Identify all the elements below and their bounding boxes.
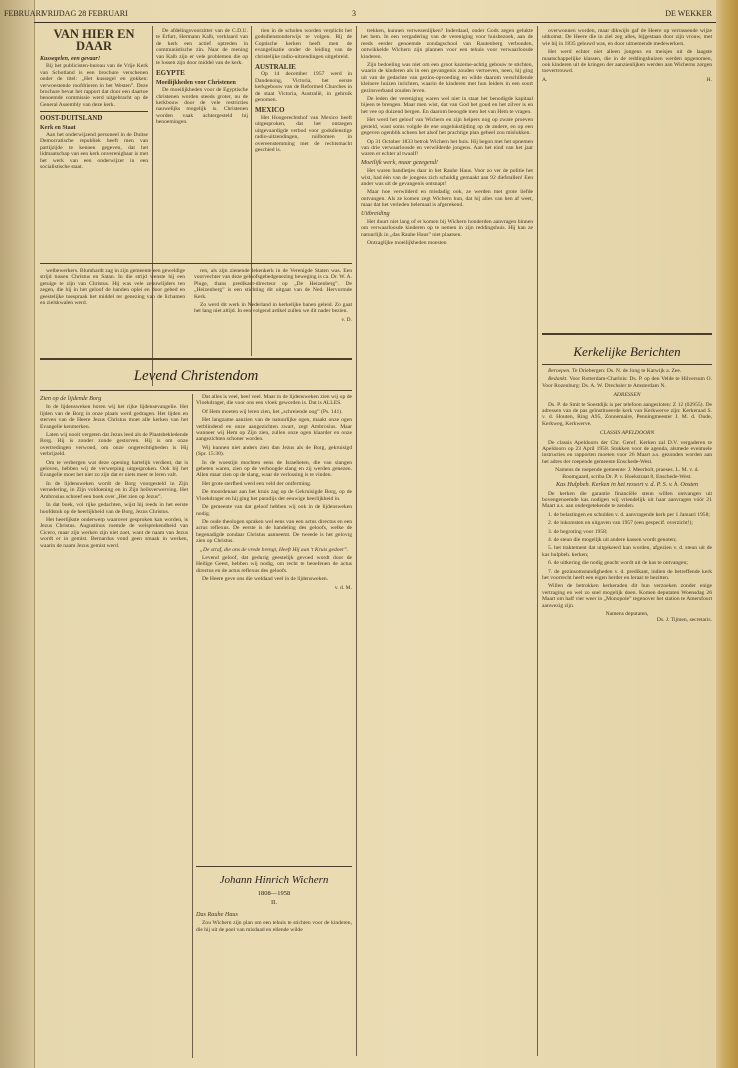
section-heading: Kas Hulpbeh. Kerken in het ressort v. d. P. S. v. h. Oosten: [556, 481, 698, 489]
paragraph: De moeilijkheden voor de Egyptische christenen worden steeds groter, nu de kerkbouw door de vele restricties nauwelijks mogelijk is. Christenen worden vaak achtergesteld bij benoemingen.: [156, 87, 248, 126]
section-subheading: Kerk en Staat: [40, 124, 76, 131]
list-item: 2. de inkomsten en uitgaven van 1957 (een gespecif. overzicht!);: [548, 520, 693, 527]
section-heading: Moeilijk werk, maar gezegend!: [361, 158, 438, 166]
kerkelijke-berichten-title: Kerkelijke Berichten: [573, 344, 681, 359]
signature: v. D.: [341, 316, 352, 323]
van-hier-column-3: [255, 28, 352, 258]
levend-column-1: [40, 394, 188, 1054]
section-heading: Uitbreiding: [361, 209, 390, 217]
header-paper-name: DE WEKKER: [665, 9, 712, 18]
section-heading: Zien op de lijdende Borg: [40, 395, 102, 402]
closing-line: Namens deputaten,: [605, 611, 649, 617]
paragraph: De gemeente van dat geloof hebben wij ook in de lijdensweken nodig.: [196, 504, 352, 517]
paragraph: Zijn bedoeling was niet om een groot kazerne-achtig gebouw te stichten, waarin de kinderen als in een gevangenis zouden vertoeven, neen, hij ging uit van de gedachte van gezins-opvoeding en wilde daarom verschillende kleinere huizen inrichten, waarin de kinderen met hun leiders in een soort gezinsverband zouden leven.: [361, 62, 533, 94]
paragraph: Het waren bandietjes daar in het Rauhe Haus. Voor zo ver de politie het wist, had één van de jongens zich schuldig gemaakt aan 92 diefstallen! Een ander was uit de gevangenis ontsnapt!: [361, 168, 533, 187]
paragraph: overwonnen worden, maar dikwijls gaf de Heere op verrassende wijze uitkomst. De Heere die in ziel zeg alles, bijgestaan door zijn vrouw, met wie hij in 1835 gehuwd was, en door uitnemende medewerkers.: [542, 28, 712, 47]
wichern-end-column: [542, 28, 712, 324]
quote: „De straf, die ons de vrede brengt, Heeft Hij aan 't Kruis gedoet”.: [199, 546, 349, 553]
paragraph: Ds. P. de Smit te Soestdijk is per telefoon aangesloten: Z 12 (02955). De adressen van de pas geïnstitueerde kerk van Kerkwerve zijn: Kerkeraad S. v. d. Houten, Ring A95, Zonnemaire, Penningmeester J. M. d. Oude, Kerkweg, Kerkwerve.: [542, 401, 712, 427]
paragraph: De afdelingsvoorzitter van de C.D.U. te Erfurt, Hermann Kalb, verklaard van de kerk een actief optreden in communistische zin. Naar de mening van Kalb zijn er vele problemen die op te lossen zijn door middel van de kerk.: [156, 28, 248, 67]
paragraph: Ontzaglijke moeilijkheden moesten: [367, 240, 447, 247]
wichern-intro: [196, 910, 352, 1050]
paragraph: Het duurt niet lang of er komen bij Wichern honderden aanvragen binnen om verwaarloosde kinderen op te nemen in zijn reddingshuis. Hij kan ze natuurlijk in „das Rauhe Haus” niet plaatsen.: [361, 218, 533, 238]
paragraph: Levend geloof, dat gedurig geestelijk gevoed wordt door de Heilige Geest, hebben wij nodig, om recht te beoefenen de actus directus en de actus reflexus des geloofs.: [196, 554, 352, 574]
section-heading: CLASSIS APELDOORN: [599, 430, 655, 437]
list-item: 1. de belastingen en schulden v. d. aanvragende kerk per 1 Januari 1958;: [548, 511, 710, 518]
paragraph: Maar hoe verwilderd en misdadig ook, ze werden met grote liefde ontvangen. Als ze komen zegt Wichern hun, dat hij alles van hen af weet, maar dat het verleden helemaal is afgerekend.: [361, 189, 533, 209]
signature-a: A.: [542, 76, 548, 83]
list-item: 3. de begroting voor 1958;: [548, 528, 608, 535]
paragraph: Bij het publicisten-bureau van de Vrije Kerk van Schotland is een brochure verschenen onder de titel: „Het kussegel en gokken: verwoestende roofdrieren in het Westen”. Deze brochure bevat het rapport dat door een daartoe benoemde commissie werd uitgebracht op de General Assembly van deze kerk.: [40, 63, 148, 108]
header-left-fragment: FEBRUARI: [4, 9, 44, 18]
page-header: [4, 6, 716, 23]
paragraph: tien in de scholen worden verplicht het godsdienstonderwijs te volgen. Bij de Coptische kerken heeft men de evangelisatie onder de leiding van de christelijke radio-uitzendingen uitgebreid.: [255, 28, 352, 60]
list-item: 6. de uitkering die nodig geacht wordt uit de kas te ontvangen;: [548, 560, 688, 567]
section-heading: Kussegelen, een gevaar!: [40, 56, 101, 62]
wichern-continued-column: [361, 28, 533, 1056]
paragraph: In de woestijn mochten eens de Israelieten, die van slangen gebeten waren, zien op de verhoogde slang en zij werden genezen. Allen maar zien op de slang, waar de verlossing is te vinden.: [196, 459, 352, 479]
continuation-column-2: [194, 268, 352, 354]
label-beroepen: Beroepen.: [548, 368, 571, 374]
paragraph: De Heere geve ons die weldaad veel in de lijdensweken.: [202, 576, 329, 583]
paragraph: Of Hem moeten wij leren zien, het „schreiende oog” (Ps. 141).: [202, 408, 343, 415]
paragraph: Het werd echter niet alleen jongens en meisjes uit de laagste maatschappelijke klassen, die in de reddingshuizen werden opgenomen, ook kinderen uit de kringen der aanzienlijken werden aan Wicherns zorgen toevertrouwd.: [542, 49, 712, 75]
paragraph: Het langzame aanzien van de natuurlijke ogen, maakt onze ogen verblindend en onze aangezichten zwart, zegt Ambrosius. Maar wanneer wij Hem op Zijn zien, zullen onze ogen klaarder en onze aangezichten schoner worden.: [196, 417, 352, 443]
list-item: 7. de gezinsomstandigheden v. d. predikant, indien de betreffende kerk het voorrecht heeft een eigen herder en leraar te bezitten.: [542, 568, 712, 581]
van-hier-en-daar-column: [40, 28, 148, 258]
header-page-number: 3: [352, 9, 356, 18]
paragraph: In dat boek, vol rijke gedachten, wijst hij reeds in het eerste hoofdstuk op de heerlijkheid van de Borg, Jezus Christus.: [40, 502, 188, 515]
continuation-column-1: [40, 268, 185, 354]
list-item: 5. het traktement dat uitgekeerd kan worden, afgezien v. d. steun uit de kas hulpbeh. kerken;: [542, 545, 712, 558]
paragraph: Namens de roepende gemeente: J. Meerbolt, praeses. L. M. v. d. Boomgaard, scriba Dr. P. v. Hoekstraat 8, Enschede-West.: [555, 467, 699, 480]
paragraph: Om te verbergen wat deze opening hartelijk verdient, dat is geloven, hebben wij de verwerping uitgesproken. Ook bij het Evangelie moet het niet zo zijn dat er niets meer te leren valt.: [40, 459, 188, 479]
van-hier-title: VAN HIER EN DAAR: [53, 28, 135, 53]
paragraph: Laten wij nooit vergeten dat Jezus leed als de Plaatsbekledende Borg. Hij is zonder zonde gestorven. Hij is om onze overtredingen verwond, om onze ongerechtigheden is Hij verbrijzeld.: [40, 432, 188, 458]
paragraph: De oude theologen spraken wel eens van een actus directus en een actus reflexus. De eerste is de handeling des geloofs, welke de begenadigde zondaar Christus aanneemt. De tweede is het gelovig zien op Christus.: [196, 518, 352, 545]
paragraph: Zo werd dit werk in Nederland in kerkelijke banen geleid. Zo gaat het lang niet altijd. In een volgend artikel zullen we dit nader bezien.: [194, 302, 352, 315]
closing-signature: Ds. J. Tijmen, secretaris.: [656, 617, 712, 624]
paragraph: Aan het onderwijzend personeel in de Duitse Democratische republiek heeft men van partijzijde te kennen gegeven, dat het lidmaatschap van een kerk onverenigbaar is met het werk van een onderwijzer in een socialistische staat.: [40, 132, 148, 171]
paragraph: Het werd het geloof van Wichern en zijn helpers nog op zware proeven gesteld, want soms volgde de ene ongelukstijding op de andere, en op een gegeven ogenblik scheen het alsof het prachtige plan geheel zou mislukken.: [361, 117, 533, 137]
paragraph: Het grote sterfbed werd een veld der ontferming.: [202, 480, 312, 487]
bedankt-text: Voor Rotterdam-Charlois: Ds. P. op den Velde te Hilversum O. Voor Rozenburg: Ds. A. W. Drechsler te Amsterdam N.: [542, 376, 712, 389]
kerkelijke-berichten-column: [542, 368, 712, 1058]
section-heading: ADRESSEN: [613, 392, 641, 399]
paragraph: Zou Wichern zijn plan om een tehuis te stichten voor de kinderen, die hij uit de poel van misdaad en ellende wilde: [196, 920, 352, 933]
paragraph: In de lijdensweken wordt de Borg voorgesteld in Zijn vernedering, in Zijn voldoening en in Zijn heilsverwerving. Het Ambrosius schreef een boek over „Het zien op Jezus”.: [40, 480, 188, 500]
wichern-part: II.: [271, 899, 277, 906]
left-page-edge: [0, 0, 35, 1068]
paragraph: In de lijdensweken horen wij het rijke lijdensevangelie. Het lijden van de Borg in onze plaats werd gedragen. Het lijden en sterven van de Heere Jezus Christus moet alle kerken van het Evangelie kenmerken.: [40, 404, 188, 430]
paragraph: Het Hoogerechtshof van Mexico heeft uitgesproken, dat het ontzegen uitgevaardigde verbod voor godsdienstige radio-uitzendingen, ruilbomen in overeenstemming met de rechtsmacht geschied is.: [255, 114, 352, 153]
levend-christendom-title: Levend Christendom: [133, 368, 259, 384]
paragraph: De leden der vereniging waren wel niet in staat het benodigde kapitaal bijeen te brengen. Maar men wist, dat van God het goud en het zilver is en het vee op duizend bergen. En daarom beoogde men het van Hem te vragen.: [361, 96, 533, 115]
section-subheading: Moeilijkheden voor Christenen: [156, 79, 236, 86]
section-heading: EGYPTE: [156, 69, 185, 78]
section-heading: AUSTRALIE: [255, 63, 296, 72]
van-hier-column-2: [156, 28, 248, 258]
wichern-years: 1808—1958: [257, 890, 291, 897]
paragraph: De classis Apeldoorn der Chr. Geref. Kerken zal D.V. vergaderen te Apeldoorn op 23 April 1958. Stukken voor de agenda, alsmede eventuele instructies en rapporten moeten voor 26 Maart a.s. gezonden worden aan het adres der roepende gemeente Enschede-West.: [542, 439, 712, 465]
paragraph: De kerken die garantie financiële steun willen ontvangen uit bovengenoemde kas nodigen wij vriendelijk uit haar aanvragen vóór 21 Maart a.s. aan ondergetekende te zenden.: [542, 490, 712, 510]
signature: v. d. M.: [334, 584, 352, 591]
section-heading: MEXICO: [255, 106, 285, 115]
paragraph: Willen de betrokken kerkeraden dit hun verzoeken zonder enige vertraging en wel zo snel mogelijk doen. Komen deputaten Woensdag 26 Maart om half vier weer in „Monopole” tegenover het station te Amersfoort aanwezig zijn.: [542, 583, 712, 609]
levend-column-2: [196, 394, 352, 834]
wichern-title: Johann Hinrich Wichern: [219, 874, 329, 886]
paragraph: trekken, kunnen verwezenlijken? Inderdaad, onder Gods zegen gelukte het hem. In een vergadering van de vereniging voor huisbezoek, aan de reeds eerder genoemde zondagschool van Rautenberg verbonden, ontwikkelde Wichern zijn plannen voor een tehuis voor verwaarloosde kinderen.: [361, 28, 533, 60]
paragraph: Wij kunnen niet anders zien dan Jezus als de Borg, gekruisigd (Spr. 15:30).: [196, 444, 352, 458]
paragraph: welbewerkers. Blumhardt zag in zijn gemeente een geweldige strijd tussen Christus en Satan. In die strijd wenste hij een getuige te zijn van Christus. Hij was vele zenuwlijders ten zegen, die hij in het geloof de handen oplei en door gebed en geestelijke toespraak het middel ter genezing van de lichamen en zielskwalen werd.: [40, 268, 185, 307]
header-date: VRIJDAG 28 FEBRUARI: [42, 9, 128, 18]
section-heading: Das Rauhe Haus: [196, 911, 238, 918]
paragraph: De moordenaar aan het kruis zag op de Gekruisigde Borg, op de Vloekdrager en hij ging het paradijs der eeuwige heerlijkheid in.: [196, 489, 352, 502]
paragraph: ren, als zijn zienende lekenkerk in de Verenigde Staten was. Een voorvechter van deze geloofsgebedgenezing beweging is ca. Dr. W. A. Pluge, thans predikant-directeur op „De Heizenberg”. De „Heizenberg” is een stichting dit uitgaat van de Ned. Hervormde Kerk.: [194, 268, 352, 300]
paragraph: Het heerlijkste onderwerp waarover gesproken kan worden, is Jezus Christus. Augustinus roemde de welsprekendheid van Cicero, maar zijn werken zijn niet zoet, want de naam van Jezus wordt er in gemist. Bernardus vond geen smaak in werken, waarin de naam Jezus gemist werd.: [40, 516, 188, 549]
paragraph: Op 14 december 1957 werd in Dandenong, Victoria, het eerste kerkgebouw van de Reformed Churches in de staat Victoria, Australië, in gebruik genomen.: [255, 71, 352, 104]
section-heading: OOST-DUITSLAND: [40, 114, 103, 123]
label-bedankt: Bedankt.: [548, 376, 568, 383]
binding-spine: [716, 0, 738, 1068]
beroepen-text: Te Driebergen: Ds. N. de Jong te Katwijk a. Zee.: [571, 368, 682, 374]
signature-h: H.: [706, 76, 712, 83]
paragraph: Dat alles is veel, heel veel. Maar in de lijdensweken zien wij op de Vloekdrager, die voor ons een vloek geworden is. Dat is ALLES.: [196, 394, 352, 407]
paragraph: Op 31 October 1833 betrok Wichern het huis. Hij begon met het opnemen van drie verwaarloosde en verwilderde jongens. Aan het eind van het jaar waren er echter al twaalf!: [361, 138, 533, 158]
list-item: 4. de steun die mogelijk uit andere kassen wordt genoten;: [548, 536, 677, 543]
